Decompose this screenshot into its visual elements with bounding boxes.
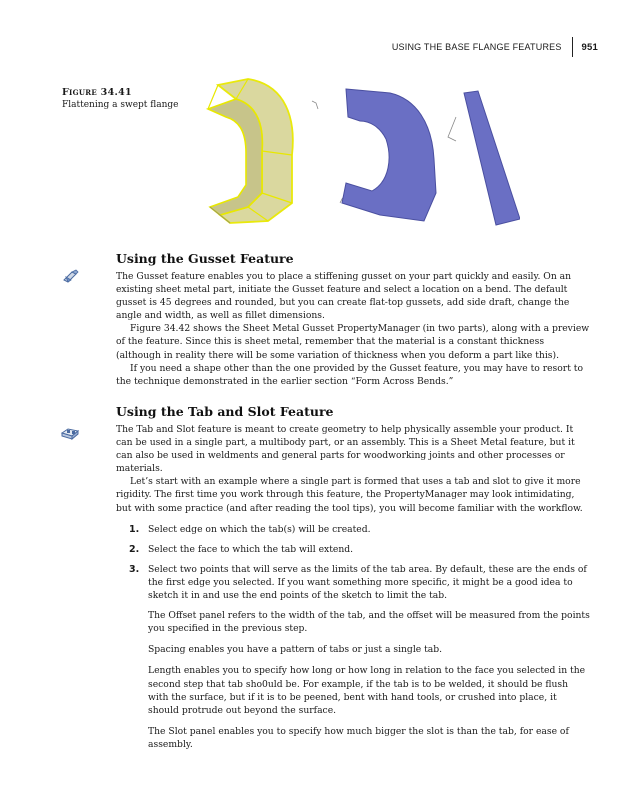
- steps-list: [116, 523, 590, 602]
- running-header: [392, 37, 598, 57]
- figure-illustration: [190, 75, 520, 235]
- slot-panel-note: The Slot panel enables you to specify how much bigger the slot is than the tab, for ease of assembly.: [148, 725, 569, 750]
- step-item: [116, 523, 590, 536]
- spacing-note: Spacing enables you have a pattern of tabs or just a single tab.: [148, 644, 443, 656]
- tab-and-slot-icon: [60, 425, 80, 445]
- gusset-feature-icon: [62, 268, 80, 288]
- gusset-paragraph-2: Figure 34.42 shows the Sheet Metal Gusset PropertyManager (in two parts), along with a preview of the feature. Since this is sheet metal, remember that the material is a constant thickness (although in reality there will be some variation of thickness when you deform a part like this).: [116, 323, 590, 361]
- page-number: 951: [581, 41, 598, 53]
- tab-slot-paragraph-1: The Tab and Slot feature is meant to create geometry to help physically assemble your product. It can be used in a single part, a multibody part, or an assembly. This is a Sheet Metal feature, but it can also be used in weldments and general parts for woodworking joints and other processes or materials.: [116, 424, 575, 475]
- step-text: Select edge on which the tab(s) will be created.: [148, 523, 371, 535]
- step-text: Select the face to which the tab will extend.: [148, 543, 354, 555]
- figure-caption: [62, 87, 192, 110]
- gusset-paragraph-3: If you need a shape other than the one provided by the Gusset feature, you may have to resort to the technique demonstrated in the earlier section “Form Across Bends.”: [116, 362, 584, 387]
- step-number: 3.: [129, 563, 140, 575]
- running-title: USING THE BASE FLANGE FEATURES: [391, 42, 562, 52]
- figure-caption-text: Flattening a swept flange: [62, 100, 179, 110]
- step-item: [116, 543, 590, 556]
- step-number: 1.: [129, 523, 140, 535]
- flattened-flange-strip: [448, 91, 520, 225]
- step-item: [116, 563, 590, 602]
- section-gusset: [116, 251, 590, 388]
- tab-slot-paragraph-2: Let’s start with an example where a single part is formed that uses a tab and slot to give it more rigidity. The first time you work through this feature, the PropertyManager may look intimidating, but with some practice (and after reading the tool tips), you will become familiar with the workflow.: [116, 476, 583, 514]
- section-heading-tab-and-slot: Using the Tab and Slot Feature: [116, 404, 334, 419]
- header-divider: [572, 37, 573, 57]
- length-note: Length enables you to specify how long or how long in relation to the face you selected in the second step that tab sho0uld be. For example, if the tab is to be welded, it should be flush with the surface, but if it is to be peened, bent with hand tools, or crushed into place, it should protrude out beyond the surface.: [148, 665, 586, 716]
- section-tab-and-slot: [116, 404, 590, 759]
- step-number: 2.: [129, 543, 140, 555]
- step-text: Select two points that will serve as the limits of the tab area. By default, these are the ends of the first edge you selected. If you want something more specific, it might be a good idea to sketch it in and use the end points of the sketch to limit the tab.: [148, 563, 587, 602]
- flattened-flange-c: [312, 89, 436, 221]
- figure-number: Figure 34.41: [62, 87, 132, 98]
- section-heading-gusset: Using the Gusset Feature: [116, 251, 294, 266]
- gusset-paragraph-1: The Gusset feature enables you to place a stiffening gusset on your part quickly and easily. On an existing sheet metal part, initiate the Gusset feature and select a location on a bend. The default gusset is 45 degrees and rounded, but you can create flat-top gussets, add side draft, change the angle and width, as well as fillet dimensions.: [116, 271, 572, 322]
- swept-flange-3d: [208, 79, 293, 223]
- offset-panel-note: The Offset panel refers to the width of the tab, and the offset will be measured from the points you specified in the previous step.: [148, 610, 590, 635]
